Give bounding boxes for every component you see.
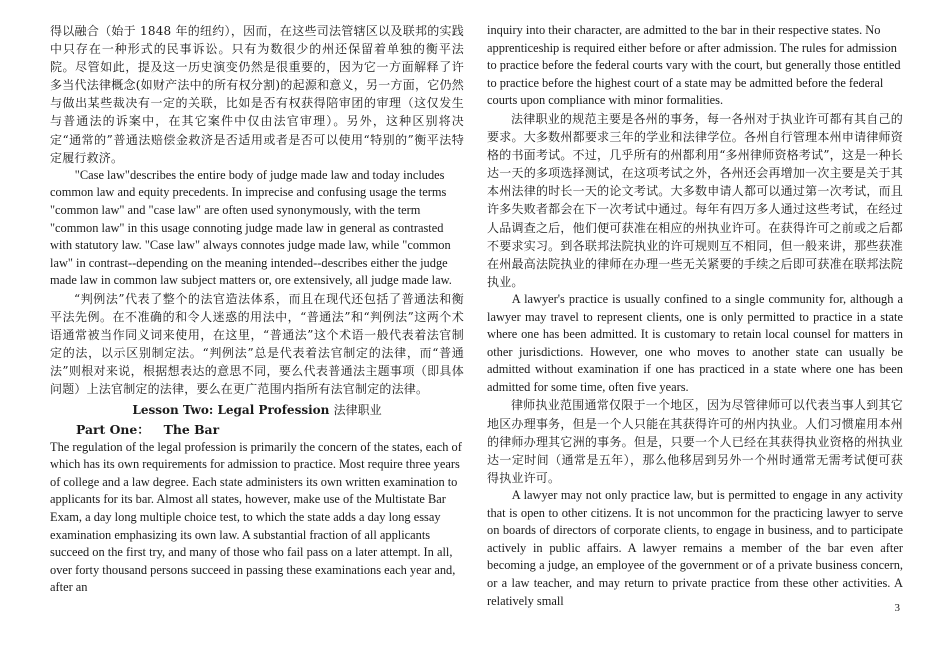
lesson-heading [50,401,464,419]
paragraph-cn-bar-regulation: 法律职业的规范主要是各州的事务，每一各州对于执业许可都有其自己的要求。大多数州都要求三年的学业和法律学位。各州自行管理本州申请律师资格的书面考试。不过，几乎所有的州都利用“多州律师资格考试”，这是一种长达一天的多项选择测试，在这项考试之外，各州还会再增加一次主要是关于其本州法律的时长一天的论文考试。大多数申请人都可以通过第一次考试，而且许多失败者都会在下一次考试中通过。每年有四万多人通过这些考试，在经过人品调查之后，他们便可获准在相应的州执业许可。在获得许可之前或之后都不要求实习。到各联邦法院执业的许可规则互不相同，但一般来讲，那些获准在州最高法院执业的律师在办理一些无关紧要的手续之后即可获准在联邦法院执业。 [487,111,903,289]
lesson-title-en: Lesson Two: Legal Profession [132,403,330,418]
part-heading [50,421,464,439]
paragraph-en-bar-regulation: The regulation of the legal profession is primarily the concern of the states, each of which has its own requirements for admission to practice. Most require three years of college and a law degree. Each state administers its own written examination to applicants for its bar. Almost all states, however, make use of the Multistate Bar Exam, a day long multiple choice test, to which the state adds a day long essay examination emphasizing its own law. A substantial fraction of all applicants succeed on the first try, and many of those who fail pass on a later attempt. In all, over forty thousand persons succeed in passing these examinations each year and, after an [50,439,462,595]
page-number: 3 [894,602,900,614]
left-column [50,22,464,597]
lesson-title-cn: 法律职业 [333,403,382,418]
paragraph-en-case-law: "Case law"describes the entire body of judge made law and today includes common law and equity precedents. In imprecise and confusing usage the terms "common law" and "case law" are often used synonymously, with the term "common law" in this usage connoting judge made law in general as contrasted with statutory law. "Case law" always connotes judge made law, while "common law" in contrast--depending on the meaning intended--describes either the judge made law in common law subject matters or, ore extensively, all judge made law. [50,167,452,288]
paragraph-en-bar-admission: inquiry into their character, are admitted to the bar in their respective states. No apprenticeship is required either before or after admission. The rules for admission to practice before the federal courts vary with the court, but generally those entitled to practice before the highest court of a state may be admitted before the federal courts upon compliance with minor formalities. [487,23,901,108]
paragraph-en-practice-scope: A lawyer's practice is usually confined to a single community for, although a lawyer may travel to represent clients, one is only permitted to practice in a state where one has been admitted. It is customary to retain local counsel for matters in other jurisdictions. However, one who moves to another state can usually be admitted without examination if one has practiced in a state where one has been admitted for some time, often five years. [487,291,903,394]
part-label: Part One： [76,421,150,437]
paragraph-cn-equity-history: 得以融合（始于 1848 年的纽约），因而，在这些司法管辖区以及联邦的实践中只存在一种形式的民事诉讼。只有为数很少的州还保留着单独的衡平法院。尽管如此，提及这一历史演变仍然是很重要的，因为它一方面解释了许多当代法律概念(如财产法中的所有权分割)的起源和意义，另一方面，它仍然与做出某些裁决有一定的关联，比如是否有权获得陪审团的审理（这仅发生与普通法的诉案中，在其它案件中仅由法官审理）。另外，这种区别将决定“通常的”普通法赔偿金救济是否适用或者是否可以使用“特别的”衡平法特定履行救济。 [50,24,464,165]
paragraph-cn-practice-scope: 律师执业范围通常仅限于一个地区，因为尽管律师可以代表当事人到其它地区办理事务，但是一个人只能在其获得许可的州内执业。人们习惯雇用本州的律师办理其它洲的事务。但是，只要一个人已经在其获得执业资格的州执业达一定时间（通常是五年），那么他移居到另外一个州时通常无需考试便可获得执业许可。 [487,398,903,485]
paragraph-en-other-activities: A lawyer may not only practice law, but is permitted to engage in any activity that is open to other citizens. It is not uncommon for the practicing lawyer to serve on boards of directors of corporate clients, to engage in business, and to participate actively in public affairs. A lawyer remains a member of the bar even after becoming a judge, an employee of the government or of a private business concern, or a law teacher, and may return to private practice from these other activities. A relatively small [487,487,903,608]
paragraph-cn-case-law: “判例法”代表了整个的法官造法体系，而且在现代还包括了普通法和衡平法先例。在不准确的和令人迷惑的用法中，“普通法”和“判例法”这两个术语通常被当作同义词来使用，在这里，“普通法”这个术语一般代表着法官制定的法，以示区别制定法。“判例法”总是代表着法官制定的法律，而“普通法”则根对来说，根据想表达的意思不同，要么代表普通法主题事项（即具体问题）上法官制定的法律，要么在更广范围内指所有法官制定的法律。 [50,291,464,397]
right-column [487,22,903,610]
part-title: The Bar [163,421,220,437]
